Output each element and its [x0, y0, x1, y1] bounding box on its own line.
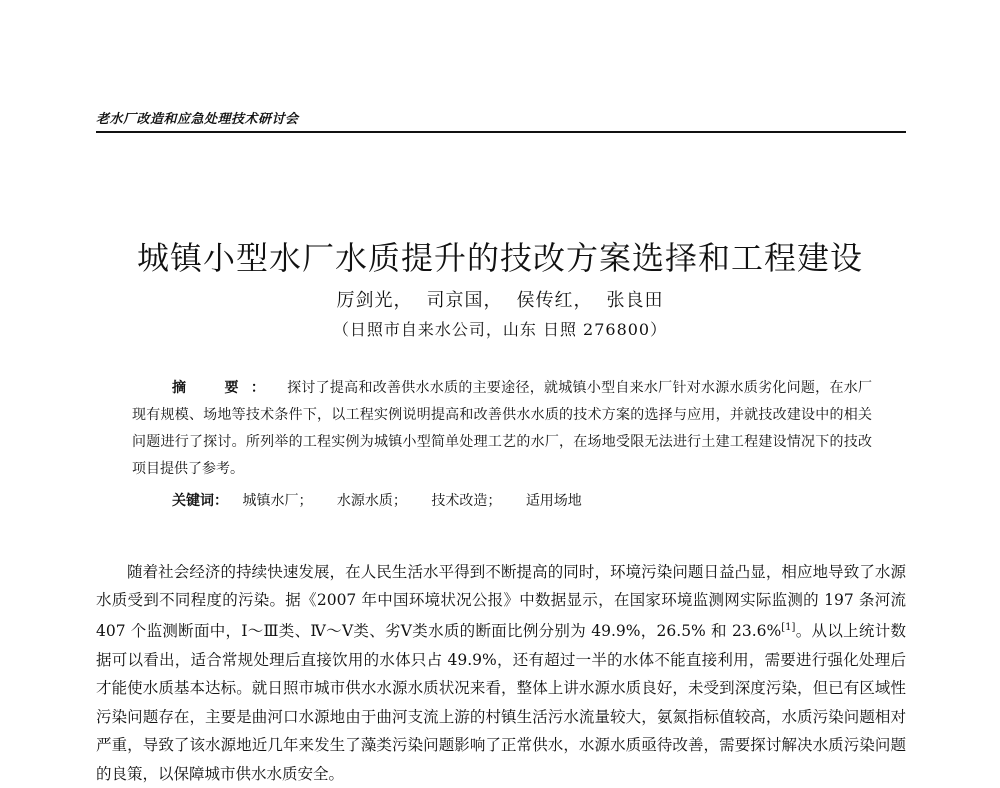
abstract — [132, 375, 872, 483]
author-name: ， 侯传红 — [484, 290, 574, 311]
body-text-part: 随着社会经济的持续快速发展，在人民生活水平得到不断提高的同时，环境污染问题日益凸显，相应地导致了水源水质受到不同程度的污染。据《2007 年中国环境状况公报》中数据显示，在国家环境监测网实际监测的 197 条河流 407 个监测断面中，Ⅰ～Ⅲ类、Ⅳ～Ⅴ类、劣Ⅴ类水质的断面比例分别为 49.9%，26.5% 和 23.6% — [96, 562, 906, 641]
affiliation: （日照市自来水公司，山东 日照 276800） — [332, 320, 668, 339]
keywords — [172, 488, 872, 515]
citation-ref[interactable]: [1] — [781, 622, 796, 634]
abstract-text: 探讨了提高和改善供水水质的主要途径，就城镇小型自来水厂针对水源水质劣化问题，在水厂现有规模、场地等技术条件下，以工程实例说明提高和改善供水水质的技术方案的选择与应用，并就技改建设中的相关问题进行了探讨。所列举的工程实例为城镇小型简单处理工艺的水厂，在场地受限无法进行土建工程建设情况下的技改项目提供了参考。 — [132, 380, 873, 477]
body-paragraph — [96, 558, 906, 788]
paper-title: 城镇小型水厂水质提升的技改方案选择和工程建设 — [136, 239, 863, 278]
keywords-label: 关键词： — [172, 493, 228, 509]
keyword: 水源水质； — [336, 493, 407, 509]
author-list — [0, 286, 1000, 312]
keyword: 适用场地 — [525, 493, 582, 509]
author-name: 厉剑光 — [336, 290, 394, 311]
author-name: ， 司京国 — [394, 290, 484, 311]
running-header: 老水厂改造和应急处理技术研讨会 — [96, 112, 299, 127]
author-name: ， 张良田 — [574, 290, 664, 311]
keyword: 城镇水厂； — [242, 493, 313, 509]
abstract-label: 摘 要： — [172, 380, 278, 396]
header-rule — [96, 131, 906, 133]
keyword: 技术改造； — [431, 493, 502, 509]
body-text-part: 。从以上统计数据可以看出，适合常规处理后直接饮用的水体只占 49.9%，还有超过一半的水体不能直接利用，需要进行强化处理后才能使水质基本达标。就日照市城市供水水源水质状况来看，整体上讲水源水质良好，未受到深度污染，但已有区域性污染问题存在，主要是曲河口水源地由于曲河支流上游的村镇生活污水流量较大，氨氮指标值较高，水质污染问题相对严重，导致了该水源地近几年来发生了藻类污染问题影响了正常供水，水源水质亟待改善，需要探讨解决水质污染问题的良策，以保障城市供水水质安全。 — [96, 622, 906, 783]
